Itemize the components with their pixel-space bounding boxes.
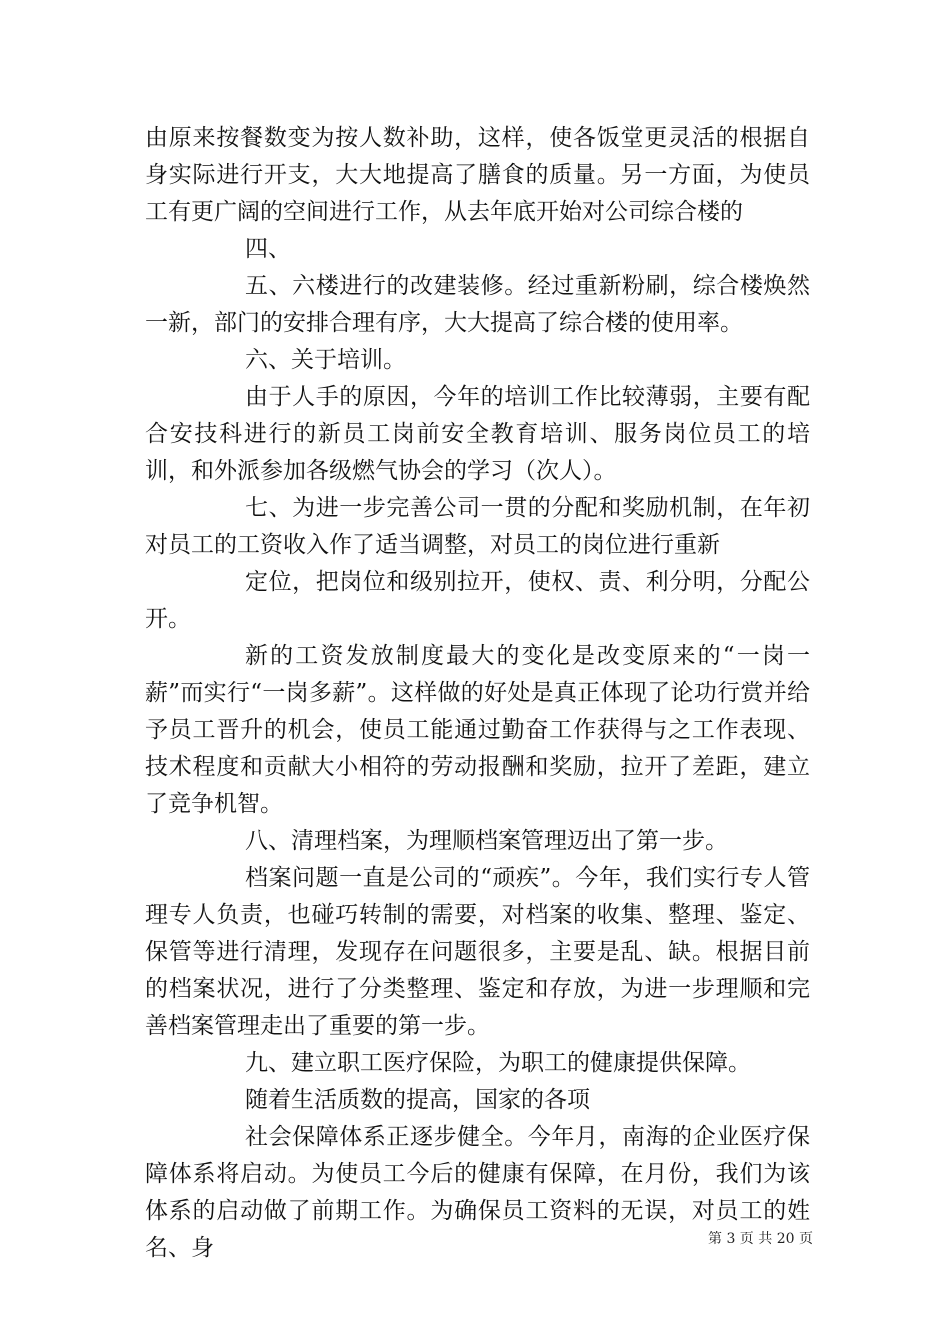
paragraph-13: 社会保障体系正逐步健全。今年月，南海的企业医疗保障体系将启动。为使员工今后的健康有保障，在月份，我们为该体系的启动做了前期工作。为确保员工资料的无误，对员工的姓名、身 [145, 1124, 810, 1261]
paragraph-12: 随着生活质数的提高，国家的各项 [245, 1087, 590, 1113]
paragraph-10: 档案问题一直是公司的“顽疾”。今年，我们实行专人管理专人负责，也碰巧转制的需要，对档案的收集、整理、鉴定、保管等进行清理，发现存在问题很多，主要是乱、缺。根据目前的档案状况，进行了分类整理、鉴定和存放，为进一步理顺和完善档案管理走出了重要的第一步。 [145, 865, 810, 1039]
paragraph-11: 九、建立职工医疗保险，为职工的健康提供保障。 [245, 1050, 751, 1076]
paragraph-7: 定位，把岗位和级别拉开，使权、责、利分明，分配公开。 [145, 569, 810, 632]
paragraph-4: 六、关于培训。 [245, 347, 406, 373]
paragraph-9: 八、清理档案，为理顺档案管理迈出了第一步。 [245, 828, 728, 854]
document-body [145, 120, 810, 1267]
paragraph-3: 五、六楼进行的改建装修。经过重新粉刷，综合楼焕然一新，部门的安排合理有序，大大提高了综合楼的使用率。 [145, 273, 810, 336]
paragraph-2: 四、 [245, 236, 291, 262]
paragraph-6: 七、为进一步完善公司一贯的分配和奖励机制，在年初对员工的工资收入作了适当调整，对员工的岗位进行重新 [145, 495, 810, 558]
paragraph-5: 由于人手的原因，今年的培训工作比较薄弱，主要有配合安技科进行的新员工岗前安全教育培训、服务岗位员工的培训，和外派参加各级燃气协会的学习（次人）。 [145, 384, 810, 484]
paragraph-1: 由原来按餐数变为按人数补助，这样，使各饭堂更灵活的根据自身实际进行开支，大大地提高了膳食的质量。另一方面，为使员工有更广阔的空间进行工作，从去年底开始对公司综合楼的 [145, 125, 810, 225]
page-number-footer: 第 3 页 共 20 页 [708, 1231, 813, 1247]
paragraph-8: 新的工资发放制度最大的变化是改变原来的“一岗一薪”而实行“一岗多薪”。这样做的好处是真正体现了论功行赏并给予员工晋升的机会，使员工能通过勤奋工作获得与之工作表现、技术程度和贡献大小相符的劳动报酬和奖励，拉开了差距，建立了竞争机智。 [145, 643, 810, 817]
